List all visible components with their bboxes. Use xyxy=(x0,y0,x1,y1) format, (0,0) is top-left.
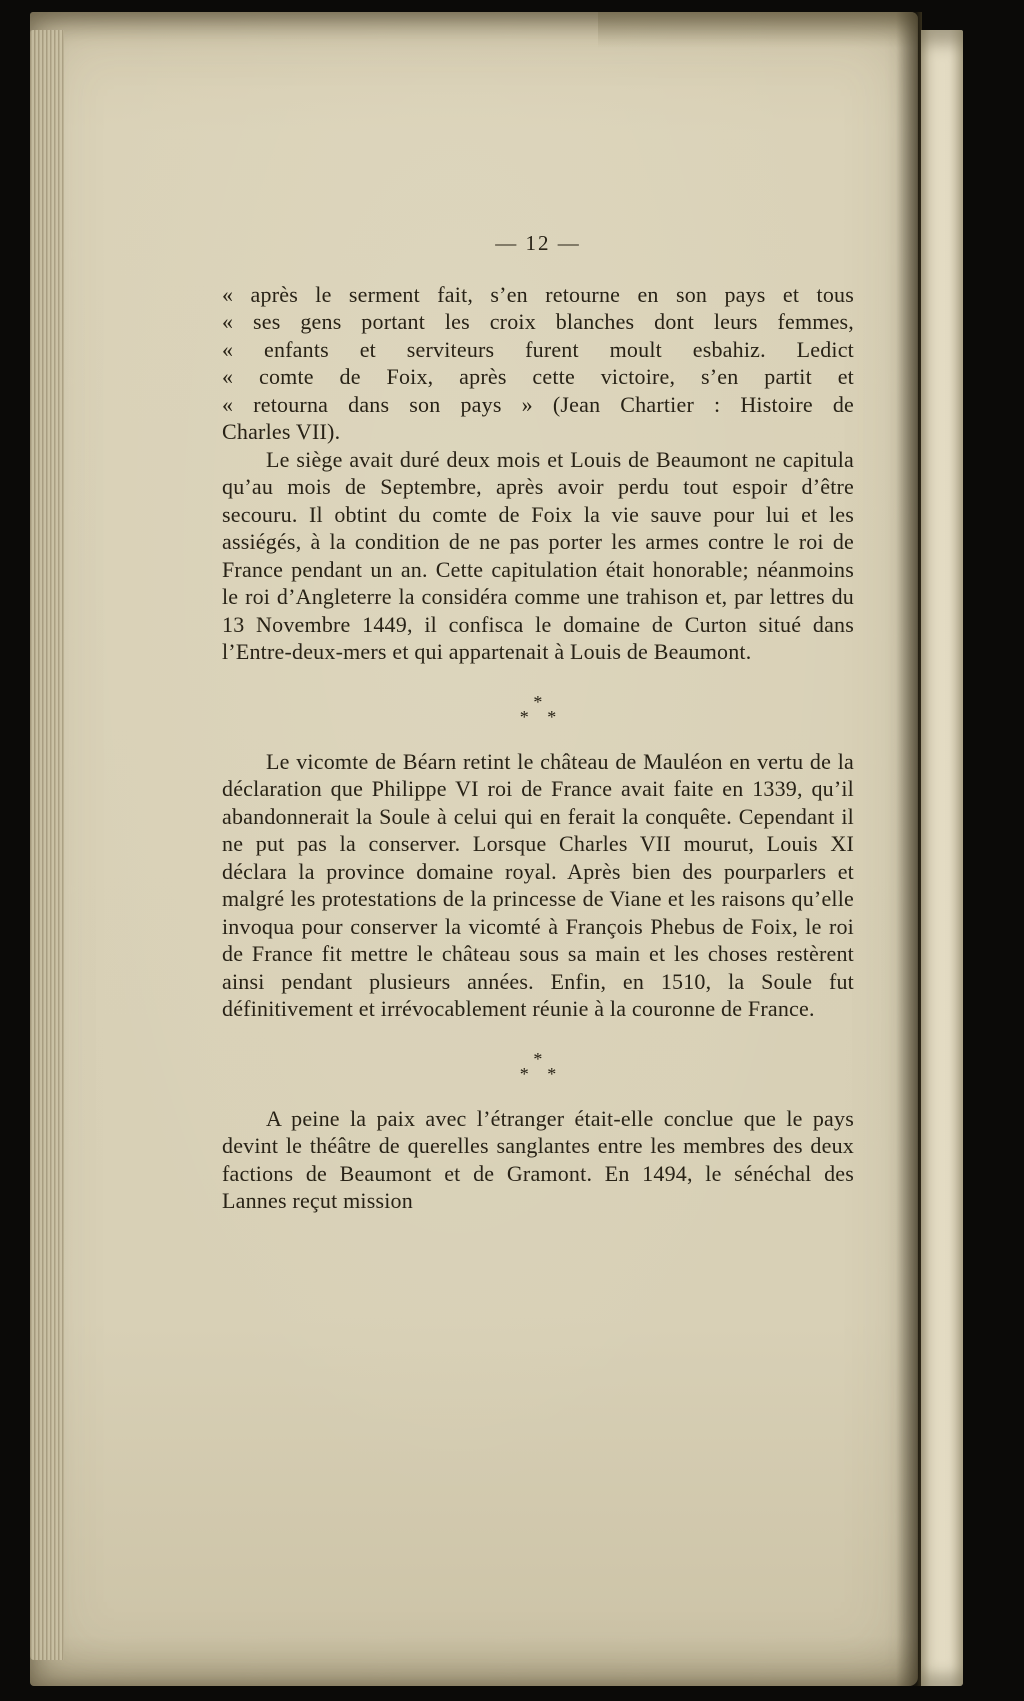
page-top-shadow xyxy=(598,12,918,48)
binding-gutter-shadow xyxy=(896,12,922,1686)
quoted-passage xyxy=(222,281,854,446)
quote-attribution-line: Charles VII). xyxy=(222,419,341,444)
paragraph-siege: Le siège avait duré deux mois et Louis de Beaumont ne capitula qu’au mois de Septembre, après avoir perdu tout espoir d’être secouru. Il obtint du comte de Foix la vie sauve pour lui et les assiégés, à la condition de ne pas porter les armes contre le roi de France pendant un an. Cette capitulation était honorable; néanmoins le roi d’Angleterre la considéra comme une trahison et, par lettres du 13 Novembre 1449, il confisca le domaine de Curton situé dans l’Entre-deux-mers et qui appartenait à Louis de Beaumont. xyxy=(222,446,854,664)
separator-asterisk-top: * xyxy=(533,1048,543,1069)
quote-line: « après le serment fait, s’en retourne en son pays et tous xyxy=(222,281,854,307)
paragraph-paix-factions: A peine la paix avec l’étranger était-elle conclue que le pays devint le théâtre de querelles sanglantes entre les membres des deux factions de Beaumont et de Gramont. En 1494, le sénéchal des Lannes reçut mission xyxy=(222,1105,854,1213)
asterisk-section-separator xyxy=(222,691,854,727)
page-stack-edges xyxy=(30,30,64,1660)
asterisk-section-separator xyxy=(222,1048,854,1084)
book-page xyxy=(30,12,918,1686)
quote-line: « retourna dans son pays » (Jean Chartier : Histoire de xyxy=(222,391,854,417)
quote-line: « enfants et serviteurs furent moult esbahiz. Ledict xyxy=(222,336,854,362)
separator-asterisk-top: * xyxy=(533,691,543,712)
paragraph-vicomte-bearn: Le vicomte de Béarn retint le château de Mauléon en vertu de la déclaration que Philippe VI roi de France avait faite en 1339, qu’il abandonnerait la Soule à celui qui en ferait la conquête. Cependant il ne put pas la conserver. Lorsque Charles VII mourut, Louis XI déclara la province domaine royal. Après bien des pourparlers et malgré les protestations de la princesse de Viane et les raisons qu’elle invoqua pour conserver la vicomté à François Phebus de Foix, le roi de France fit mettre le château sous sa main et les choses restèrent ainsi pendant plusieurs années. Enfin, en 1510, la Soule fut définitivement et irrévocablement réunie à la couronne de France. xyxy=(222,748,854,1021)
quote-line: « ses gens portant les croix blanches dont leurs femmes, xyxy=(222,309,854,334)
page-number: — 12 — xyxy=(495,231,581,255)
quote-line: « comte de Foix, après cette victoire, s’en partit et xyxy=(222,364,854,389)
separator-asterisk-bottom: * * xyxy=(519,1063,564,1084)
page-text-block xyxy=(222,230,854,1215)
separator-asterisk-bottom: * * xyxy=(519,706,564,727)
next-page-edge xyxy=(921,30,963,1686)
